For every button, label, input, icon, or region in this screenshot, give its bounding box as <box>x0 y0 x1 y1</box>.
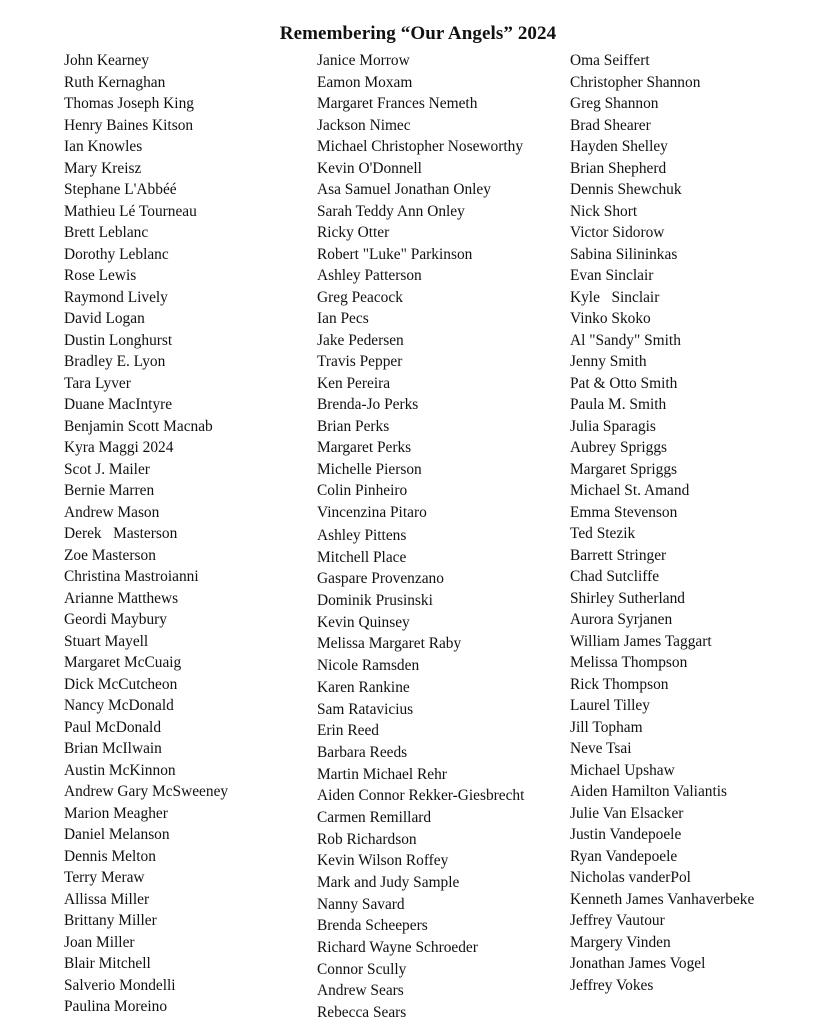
name-entry: Nicholas vanderPol <box>570 869 691 886</box>
name-entry: Justin Vandepoele <box>570 826 682 843</box>
name-entry: Dorothy Leblanc <box>64 245 169 263</box>
name-entry: Eamon Moxam <box>317 73 413 91</box>
name-entry: Nicole Ramsden <box>317 657 420 675</box>
name-entry: Andrew Mason <box>64 503 160 521</box>
name-entry: Rob Richardson <box>317 830 417 848</box>
name-entry: John Kearney <box>64 52 150 69</box>
name-entry: Paul McDonald <box>64 718 162 736</box>
name-entry: Aubrey Spriggs <box>570 439 668 456</box>
name-entry: Arianne Matthews <box>64 589 179 607</box>
name-entry: Benjamin Scott Macnab <box>64 417 213 435</box>
name-entry: Oma Seiffert <box>570 52 650 69</box>
name-entry: Rebecca Sears <box>317 1004 407 1022</box>
name-entry: Melissa Thompson <box>570 654 688 671</box>
name-entry: Brian McIlwain <box>64 740 162 757</box>
name-entry: Christina Mastroianni <box>64 568 199 585</box>
name-entry: Laurel Tilley <box>570 697 650 714</box>
name-entry: Jonathan James Vogel <box>570 955 706 972</box>
name-entry: Margaret McCuaig <box>64 654 182 671</box>
name-entry: Zoe Masterson <box>64 546 156 564</box>
name-entry: William James Taggart <box>570 632 712 650</box>
name-entry: Geordi Maybury <box>64 611 168 628</box>
name-entry: Sarah Teddy Ann Onley <box>317 202 465 220</box>
name-entry: Nanny Savard <box>317 895 405 913</box>
name-entry: Jenny Smith <box>570 353 647 370</box>
name-entry: Duane MacIntyre <box>64 396 173 413</box>
name-entry: Tara Lyver <box>64 374 131 392</box>
name-entry: Paula M. Smith <box>570 396 667 413</box>
name-entry: Carmen Remillard <box>317 808 432 826</box>
name-entry: Rose Lewis <box>64 267 137 284</box>
name-entry: Ricky Otter <box>317 224 390 241</box>
name-entry: Blair Mitchell <box>64 955 151 972</box>
name-entry: Scot J. Mailer <box>64 460 150 478</box>
name-entry: Jeffrey Vautour <box>570 912 665 929</box>
name-entry: Andrew Gary McSweeney <box>64 783 229 800</box>
name-entry: Melissa Margaret Raby <box>317 635 462 653</box>
name-entry: Austin McKinnon <box>64 761 176 779</box>
name-entry: Brenda-Jo Perks <box>317 396 419 413</box>
name-entry: Robert "Luke" Parkinson <box>317 245 473 263</box>
name-entry: Connor Scully <box>317 960 407 978</box>
name-entry: Kevin O'Donnell <box>317 159 422 177</box>
name-entry: Christopher Shannon <box>570 73 701 91</box>
name-entry: Julie Van Elsacker <box>570 804 684 822</box>
name-entry: Chad Sutcliffe <box>570 568 660 585</box>
name-entry: Aiden Hamilton Valiantis <box>570 783 728 800</box>
name-entry: Ashley Patterson <box>317 267 422 284</box>
name-entry: Kevin Quinsey <box>317 613 410 631</box>
name-entry: Stuart Mayell <box>64 632 149 650</box>
name-entry: Kenneth James Vanhaverbeke <box>570 890 755 908</box>
name-entry: Gaspare Provenzano <box>317 570 444 588</box>
name-entry: Ryan Vandepoele <box>570 847 678 865</box>
name-entry: Marion Meagher <box>64 804 168 822</box>
name-entry: Mathieu Lé Tourneau <box>64 202 197 220</box>
name-entry: Aurora Syrjanen <box>570 611 673 628</box>
name-entry: Brenda Scheepers <box>317 917 428 935</box>
name-entry: Stephane L'Abbéé <box>64 181 177 198</box>
name-entry: Daniel Melanson <box>64 826 170 843</box>
name-entry: Kyra Maggi 2024 <box>64 439 174 456</box>
name-entry: Ruth Kernaghan <box>64 73 166 91</box>
name-entry: Margaret Perks <box>317 439 412 456</box>
name-entry: Salverio Mondelli <box>64 976 176 994</box>
name-entry: Margaret Spriggs <box>570 460 678 478</box>
name-entry: Jill Topham <box>570 718 643 736</box>
name-entry: Joan Miller <box>64 933 135 951</box>
name-entry: Ian Knowles <box>64 138 143 155</box>
name-entry: Jackson Nimec <box>317 116 411 134</box>
name-entry: Al "Sandy" Smith <box>570 331 681 349</box>
name-entry: Brad Shearer <box>570 116 651 134</box>
name-entry: Mark and Judy Sample <box>317 874 460 891</box>
name-entry: Dick McCutcheon <box>64 675 178 693</box>
name-entry: Evan Sinclair <box>570 267 654 284</box>
name-entry: Julia Sparagis <box>570 417 656 435</box>
names-column-3 <box>570 50 754 996</box>
name-entry: Margery Vinden <box>570 933 671 951</box>
name-entry: Mary Kreisz <box>64 159 142 177</box>
name-entry: Pat & Otto Smith <box>570 374 678 392</box>
name-entry: Emma Stevenson <box>570 503 678 521</box>
name-entry: Sam Ratavicius <box>317 700 414 718</box>
name-entry: Dustin Longhurst <box>64 331 173 349</box>
name-entry: Michael Christopher Noseworthy <box>317 138 524 155</box>
name-entry: Colin Pinheiro <box>317 482 408 499</box>
name-entry: Vinko Skoko <box>570 310 651 327</box>
name-entry: Ian Pecs <box>317 310 369 327</box>
name-entry: Greg Peacock <box>317 288 403 306</box>
name-entry: Hayden Shelley <box>570 138 668 155</box>
name-entry: Michael St. Amand <box>570 482 690 499</box>
names-column-1 <box>64 50 228 1018</box>
names-column-2 <box>317 50 524 1024</box>
name-entry: Dominik Prusinski <box>317 592 433 610</box>
name-entry: Brian Perks <box>317 417 390 435</box>
name-entry: Travis Pepper <box>317 353 403 370</box>
name-entry: Allissa Miller <box>64 890 150 908</box>
name-entry: Dennis Melton <box>64 847 156 865</box>
name-entry: Ashley Pittens <box>317 527 407 544</box>
name-entry: Bradley E. Lyon <box>64 353 166 370</box>
name-entry: Andrew Sears <box>317 982 404 1000</box>
name-entry: Shirley Sutherland <box>570 589 685 607</box>
name-entry: Terry Meraw <box>64 869 145 886</box>
name-entry: Jeffrey Vokes <box>570 976 654 994</box>
name-entry: Rick Thompson <box>570 675 669 693</box>
name-entry: Brian Shepherd <box>570 159 667 177</box>
name-entry: Nick Short <box>570 202 638 220</box>
name-entry: Michael Upshaw <box>570 761 675 779</box>
name-entry: Henry Baines Kitson <box>64 116 194 134</box>
name-entry: Raymond Lively <box>64 288 168 306</box>
name-entry: Brett Leblanc <box>64 224 149 241</box>
name-entry: Martin Michael Rehr <box>317 765 447 783</box>
name-entry: Nancy McDonald <box>64 697 174 714</box>
name-entry: Jake Pedersen <box>317 331 404 349</box>
name-entry: Margaret Frances Nemeth <box>317 95 478 112</box>
name-entry: Brittany Miller <box>64 912 157 929</box>
name-entry: Karen Rankine <box>317 678 410 696</box>
name-entry: Kevin Wilson Roffey <box>317 852 449 870</box>
name-entry: Vincenzina Pitaro <box>317 503 427 521</box>
name-entry: Kyle Sinclair <box>570 288 660 306</box>
name-entry: Sabina Silininkas <box>570 245 678 263</box>
page-title: Remembering “Our Angels” 2024 <box>279 22 557 44</box>
name-entry: Derek Masterson <box>64 525 178 542</box>
name-entry: Michelle Pierson <box>317 460 422 478</box>
name-entry: Dennis Shewchuk <box>570 181 682 198</box>
name-entry: Mitchell Place <box>317 548 407 566</box>
name-entry: Victor Sidorow <box>570 224 665 241</box>
name-entry: Paulina Moreino <box>64 998 168 1015</box>
name-entry: Greg Shannon <box>570 95 659 112</box>
name-entry: Erin Reed <box>317 722 379 740</box>
name-entry: Janice Morrow <box>317 52 410 69</box>
name-entry: Barbara Reeds <box>317 743 408 761</box>
name-entry: Richard Wayne Schroeder <box>317 939 478 957</box>
name-entry: Aiden Connor Rekker-Giesbrecht <box>317 787 525 805</box>
name-entry: David Logan <box>64 310 145 327</box>
name-entry: Bernie Marren <box>64 482 155 499</box>
name-entry: Asa Samuel Jonathan Onley <box>317 181 491 198</box>
name-entry: Neve Tsai <box>570 740 632 757</box>
name-entry: Thomas Joseph King <box>64 95 194 112</box>
name-entry: Ken Pereira <box>317 374 391 392</box>
name-entry: Barrett Stringer <box>570 546 667 564</box>
name-entry: Ted Stezik <box>570 525 636 542</box>
